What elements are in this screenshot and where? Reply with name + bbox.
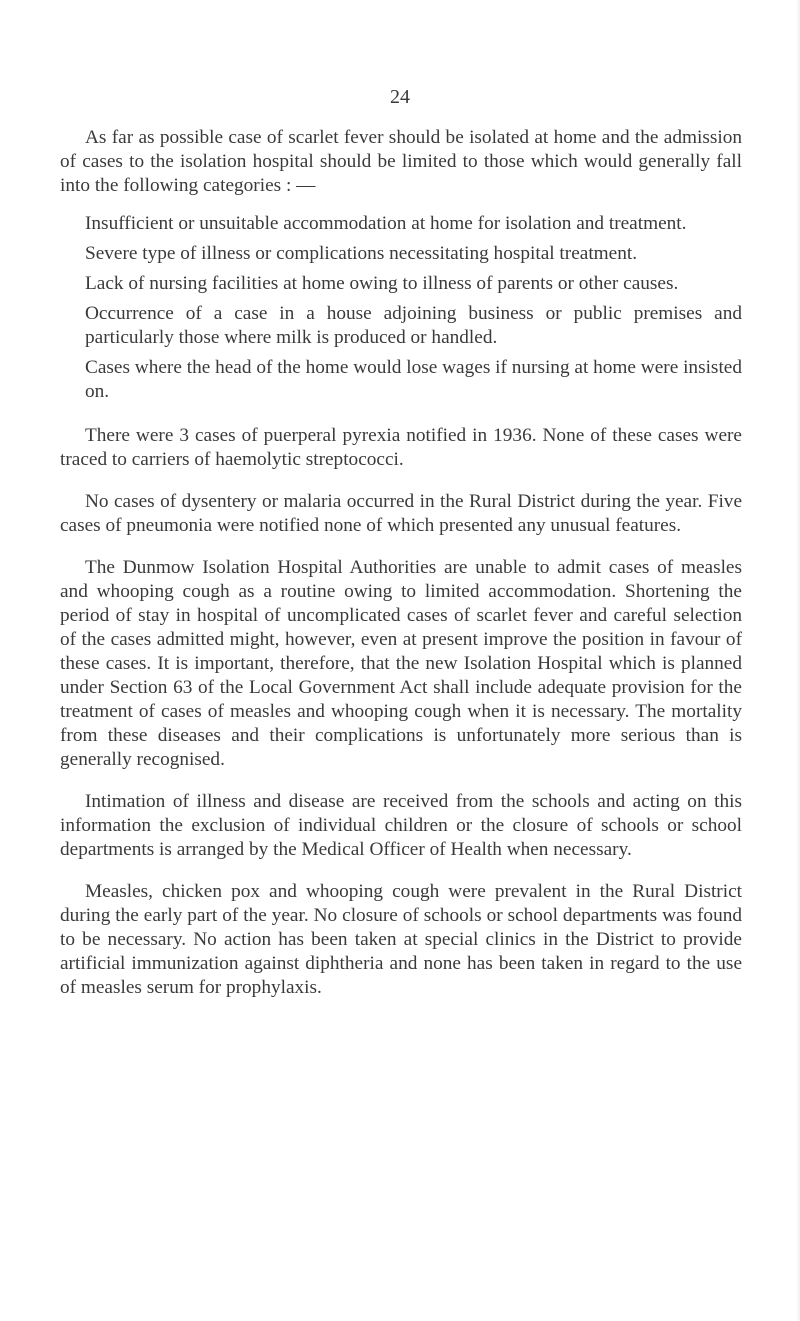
categories-list xyxy=(85,212,742,404)
category-item-severe-illness: Severe type of illness or complications necessitating hospital treatment. xyxy=(85,243,638,264)
puerperal-pyrexia-paragraph: There were 3 cases of puerperal pyrexia notified in 1936. None of these cases were traced to carriers of haemolytic streptococci. xyxy=(60,425,742,470)
category-item-insufficient-accommodation: Insufficient or unsuitable accommodation at home for isolation and treatment. xyxy=(85,213,687,234)
body-text xyxy=(60,126,742,1018)
measles-prevalence-paragraph: Measles, chicken pox and whooping cough were prevalent in the Rural District during the early part of the year. No closure of schools or school departments was found to be necessary. No action has been taken at special clinics in the District to provide artificial immunization against diphtheria and none has been taken in regard to the use of measles serum for prophylaxis. xyxy=(60,881,742,998)
page-number: 24 xyxy=(390,86,410,108)
category-item-lack-of-nursing: Lack of nursing facilities at home owing to illness of parents or other causes. xyxy=(85,273,679,294)
school-intimation-paragraph: Intimation of illness and disease are received from the schools and acting on this information the exclusion of individual children or the closure of schools or school departments is arranged by the Medical Officer of Health when necessary. xyxy=(60,791,742,860)
category-item-adjoining-premises: Occurrence of a case in a house adjoining business or public premises and particularly those where milk is produced or handled. xyxy=(85,303,742,348)
page-edge-shadow xyxy=(796,0,800,1321)
dysentery-malaria-paragraph: No cases of dysentery or malaria occurred in the Rural District during the year. Five cases of pneumonia were notified none of which presented any unusual features. xyxy=(60,491,742,536)
category-item-loss-of-wages: Cases where the head of the home would lose wages if nursing at home were insisted on. xyxy=(85,357,742,402)
intro-paragraph: As far as possible case of scarlet fever should be isolated at home and the admission of cases to the isolation hospital should be limited to those which would generally fall into the following categories : — xyxy=(60,127,742,196)
isolation-hospital-paragraph: The Dunmow Isolation Hospital Authorities are unable to admit cases of measles and whooping cough as a routine owing to limited accommodation. Shortening the period of stay in hospital of uncomplicated cases of scarlet fever and careful selection of the cases admitted might, however, even at present improve the position in favour of these cases. It is important, therefore, that the new Isolation Hospital which is planned under Section 63 of the Local Government Act shall include adequate provision for the treatment of cases of measles and whooping cough when it is necessary. The mortality from these diseases and their complications is unfortunately more serious than is generally recognised. xyxy=(60,557,742,770)
